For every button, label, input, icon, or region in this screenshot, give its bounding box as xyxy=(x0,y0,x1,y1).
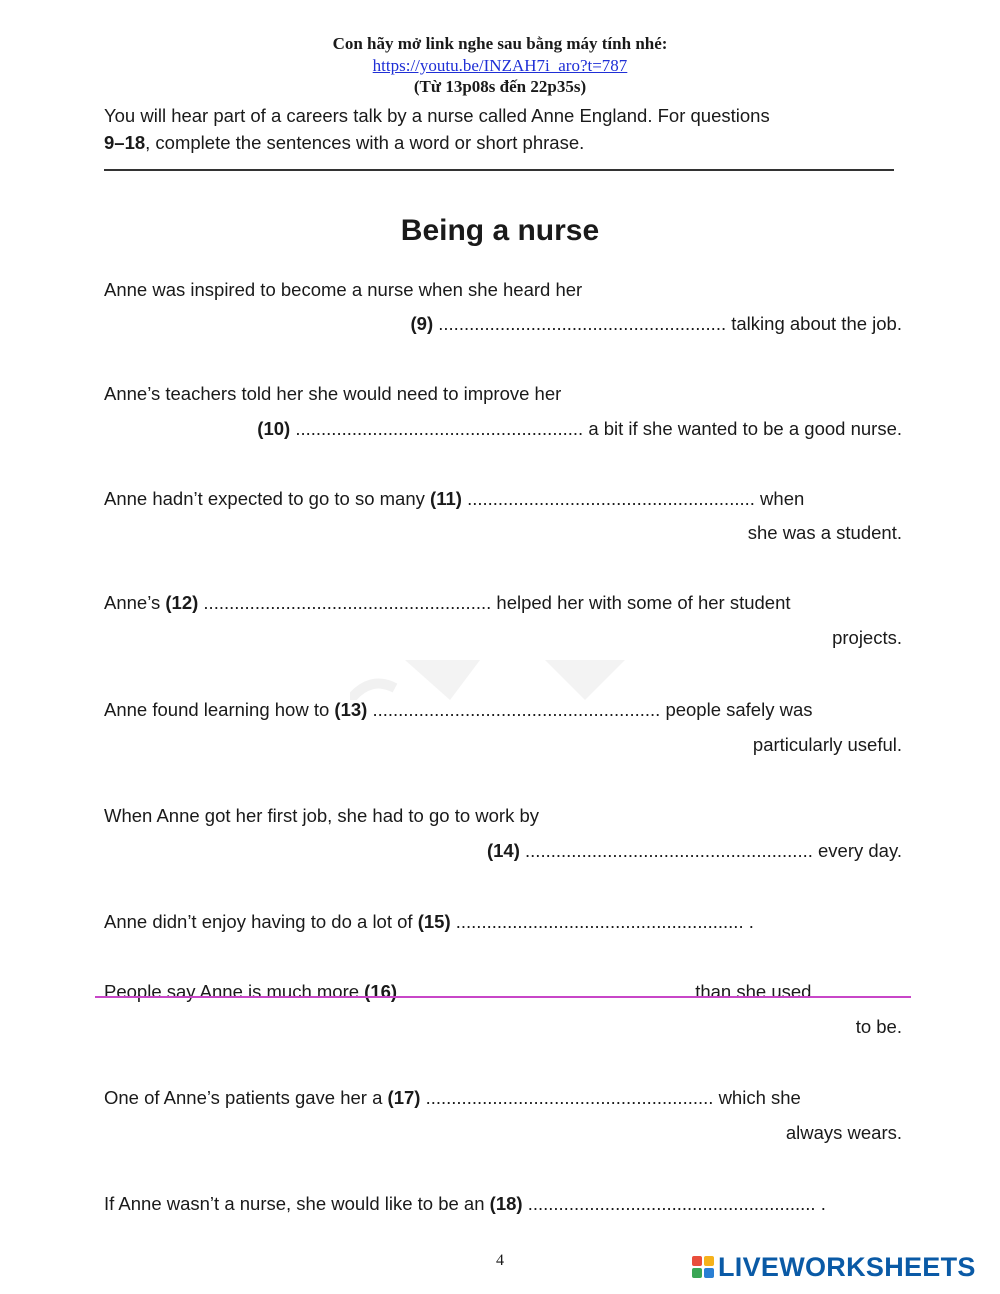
question-number: (9) xyxy=(410,313,434,334)
answer-blank-13[interactable]: ........................................................ xyxy=(372,699,661,720)
question-14-text: When Anne got her first job, she had to go to work by xyxy=(104,805,540,826)
page-number: 4 xyxy=(496,1252,504,1269)
question-continuation: people safely was xyxy=(665,699,813,720)
question-number: (11) xyxy=(430,488,462,509)
question-text: People say Anne is much more xyxy=(104,981,360,1002)
question-15-line xyxy=(104,910,754,934)
intro-line-2 xyxy=(104,129,904,156)
question-10-text: Anne’s teachers told her she would need to improve her xyxy=(104,383,562,404)
question-text: One of Anne’s patients gave her a xyxy=(104,1087,383,1108)
question-16-line xyxy=(104,980,811,1004)
question-number: (10) xyxy=(257,418,291,439)
watermark-shape xyxy=(350,660,630,700)
logo-mark-icon xyxy=(692,1256,714,1278)
question-number: (17) xyxy=(387,1087,421,1108)
question-continuation: which she xyxy=(718,1087,801,1108)
answer-blank-9[interactable]: ........................................................ xyxy=(438,313,727,334)
question-17-line xyxy=(104,1086,801,1110)
listening-link-row xyxy=(0,56,1000,76)
question-continuation: than she used xyxy=(695,981,812,1002)
instruction-heading: Con hãy mở link nghe sau bằng máy tính nhé: xyxy=(332,34,668,53)
annotation-underline xyxy=(95,996,911,998)
question-10-answer-line xyxy=(257,417,902,441)
question-continuation: talking about the job. xyxy=(731,313,902,334)
question-11-continuation: she was a student. xyxy=(747,522,902,543)
answer-blank-15[interactable]: ........................................................ xyxy=(455,911,744,932)
answer-blank-16[interactable]: ........................................................ xyxy=(402,981,691,1002)
question-13-continuation: particularly useful. xyxy=(752,734,902,755)
answer-blank-11[interactable]: ........................................................ xyxy=(467,488,755,509)
answer-blank-10[interactable]: ........................................................ xyxy=(295,418,584,439)
page-title: Being a nurse xyxy=(400,214,600,247)
question-text: Anne didn’t enjoy having to do a lot of xyxy=(104,911,413,932)
question-number: (13) xyxy=(334,699,368,720)
question-text: Anne hadn’t expected to go to so many xyxy=(104,488,425,509)
question-number: (18) xyxy=(489,1193,523,1214)
question-12-continuation: projects. xyxy=(832,627,902,648)
question-range: 9–18 xyxy=(104,132,146,153)
question-17-continuation: always wears. xyxy=(785,1122,902,1143)
question-continuation: every day. xyxy=(818,840,902,861)
intro-line-2-rest: , complete the sentences with a word or short phrase. xyxy=(145,132,585,153)
timing-note: (Từ 13p08s đến 22p35s) xyxy=(413,77,587,96)
liveworksheets-logo[interactable] xyxy=(692,1252,976,1282)
question-number: (12) xyxy=(165,592,199,613)
answer-blank-17[interactable]: ........................................................ xyxy=(425,1087,714,1108)
question-text: Anne found learning how to xyxy=(104,699,330,720)
question-number: (16) xyxy=(364,981,398,1002)
question-13-line xyxy=(104,698,813,722)
intro-line-1: You will hear part of a careers talk by a nurse called Anne England. For questions xyxy=(104,105,770,126)
question-14-answer-line xyxy=(487,839,902,863)
intro-text xyxy=(104,102,904,156)
question-18-line xyxy=(104,1192,826,1216)
divider xyxy=(104,169,894,171)
answer-blank-14[interactable]: ........................................................ xyxy=(525,840,813,861)
listening-link[interactable]: https://youtu.be/INZAH7i_aro?t=787 xyxy=(372,56,628,75)
brand-name: LIVEWORKSHEETS xyxy=(718,1251,976,1282)
question-continuation: . xyxy=(748,911,754,932)
question-text: If Anne wasn’t a nurse, she would like to be an xyxy=(104,1193,485,1214)
question-16-continuation: to be. xyxy=(855,1016,902,1037)
question-continuation: when xyxy=(760,488,805,509)
question-12-line xyxy=(104,591,791,615)
question-text: Anne’s xyxy=(104,592,161,613)
question-number: (14) xyxy=(486,840,520,861)
question-11-line xyxy=(104,487,804,511)
answer-blank-12[interactable]: ........................................................ xyxy=(203,592,492,613)
question-number: (15) xyxy=(417,911,451,932)
answer-blank-18[interactable]: ........................................................ xyxy=(527,1193,816,1214)
question-9-answer-line xyxy=(411,312,903,336)
question-continuation: a bit if she wanted to be a good nurse. xyxy=(588,418,902,439)
question-9-text: Anne was inspired to become a nurse when she heard her xyxy=(104,279,583,300)
question-continuation: . xyxy=(820,1193,826,1214)
question-continuation: helped her with some of her student xyxy=(496,592,791,613)
